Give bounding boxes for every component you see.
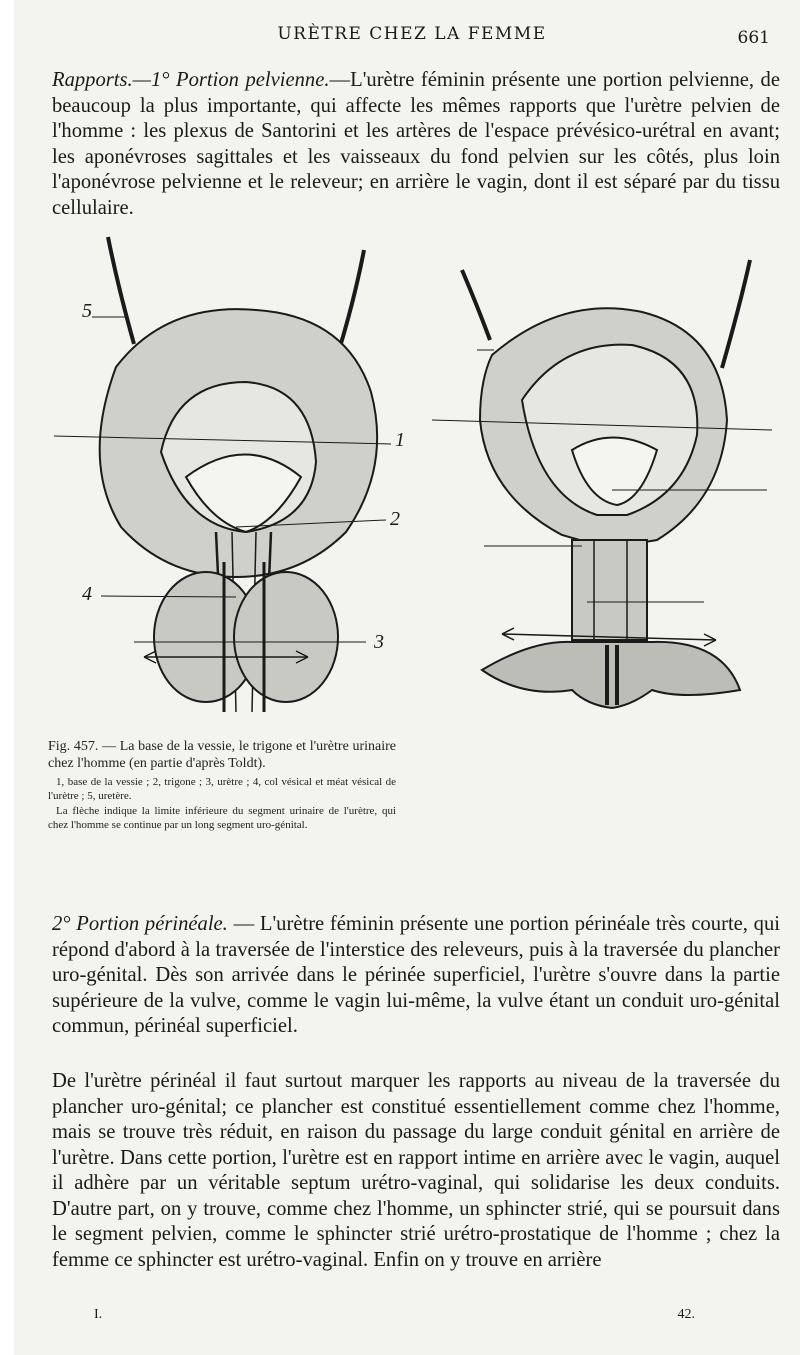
fig437-label-1: 1 (395, 429, 405, 451)
figure-458-caption (422, 738, 774, 742)
running-title: URÈTRE CHEZ LA FEMME (277, 24, 547, 44)
figure-457-illustration (46, 232, 421, 730)
section-heading-perineale: 2° Portion périnéale. (52, 913, 228, 935)
page-footer (94, 1307, 695, 1327)
paragraph-urethre-perineal: De l'urètre périnéal il faut surtout marquer les rapports au niveau de la traversée du plancher uro-génital; ce plancher est constitué essentiellement comme chez l'homme, mais se trouve très réduit, en raison du passage du large conduit génital en arrière de l'urètre. Dans cette portion, l'urètre est en rapport intime en arrière avec le vagin, auquel il adhère par un véritable septum urétro-vaginal, qui solidarise les deux conduits. D'autre part, on y trouve, comme chez l'homme, un sphincter strié, qui se poursuit dans le segment pelvien, comme le sphincter strié urétro-prostatique de l'homme ; chez la femme ce sphincter est urétro-vaginal. Enfin on y trouve en arrière (52, 1070, 780, 1271)
signature-mark-right: 42. (677, 1307, 695, 1322)
figure-457-caption (48, 738, 396, 834)
fig437-label-5: 5 (82, 300, 92, 322)
figure-458-illustration (422, 250, 800, 720)
page-number: 661 (737, 28, 770, 48)
page-header (54, 24, 770, 52)
ureter-left (462, 270, 490, 340)
figure-457-note: La flèche indique la limite inférieure du segment urinaire de l'urètre, qui chez l'homme se continue par un long segment uro-génital. (48, 805, 396, 831)
signature-mark-left: I. (94, 1307, 103, 1322)
paragraph-text: — L'urètre féminin présente une portion périnéale très courte, qui répond d'abord à la traversée de l'interstice des releveurs, puis à la traversée du plancher uro-génital. Dès son arrivée dans le périnée superficiel, l'urètre s'ouvre dans la partie supérieure de la vulve, comme le vagin lui-même, la vulve étant un conduit uro-génital commun, périnéal superficiel. (52, 913, 780, 1037)
ureter-right (722, 260, 750, 368)
fig437-label-2: 2 (390, 508, 400, 530)
paragraph-rapports (52, 68, 780, 221)
section-heading-pelvienne: Rapports.—1° Portion pelvienne. (52, 69, 330, 91)
paragraph-text: —L'urètre féminin présente une portion pelvienne, de beaucoup la plus importante, qui affecte les mêmes rapports que l'urètre pelvien de l'homme : les plexus de Santorini et les artères de l'espace prévésico-urétral en avant; les aponévroses sagittales et les vaisseaux du fond pelvien sur les côtés, plus loin l'aponévrose pelvienne et le releveur; en arrière le vagin, dont il est séparé par du tissu cellulaire. (52, 69, 780, 219)
paragraph-portion-perineale (52, 912, 780, 1040)
fig437-label-3: 3 (374, 631, 384, 653)
figure-457-legend: 1, base de la vessie ; 2, trigone ; 3, urètre ; 4, col vésical et méat vésical de l'urètre ; 5, uretère. (48, 776, 396, 802)
fig437-label-4: 4 (82, 583, 92, 605)
ureter-left (108, 237, 134, 344)
figure-457-drawing (46, 232, 421, 730)
figure-457-title: Fig. 457. — La base de la vessie, le trigone et l'urètre urinaire chez l'homme (en partie d'après Toldt). (48, 739, 396, 771)
figure-458-drawing (422, 250, 800, 720)
